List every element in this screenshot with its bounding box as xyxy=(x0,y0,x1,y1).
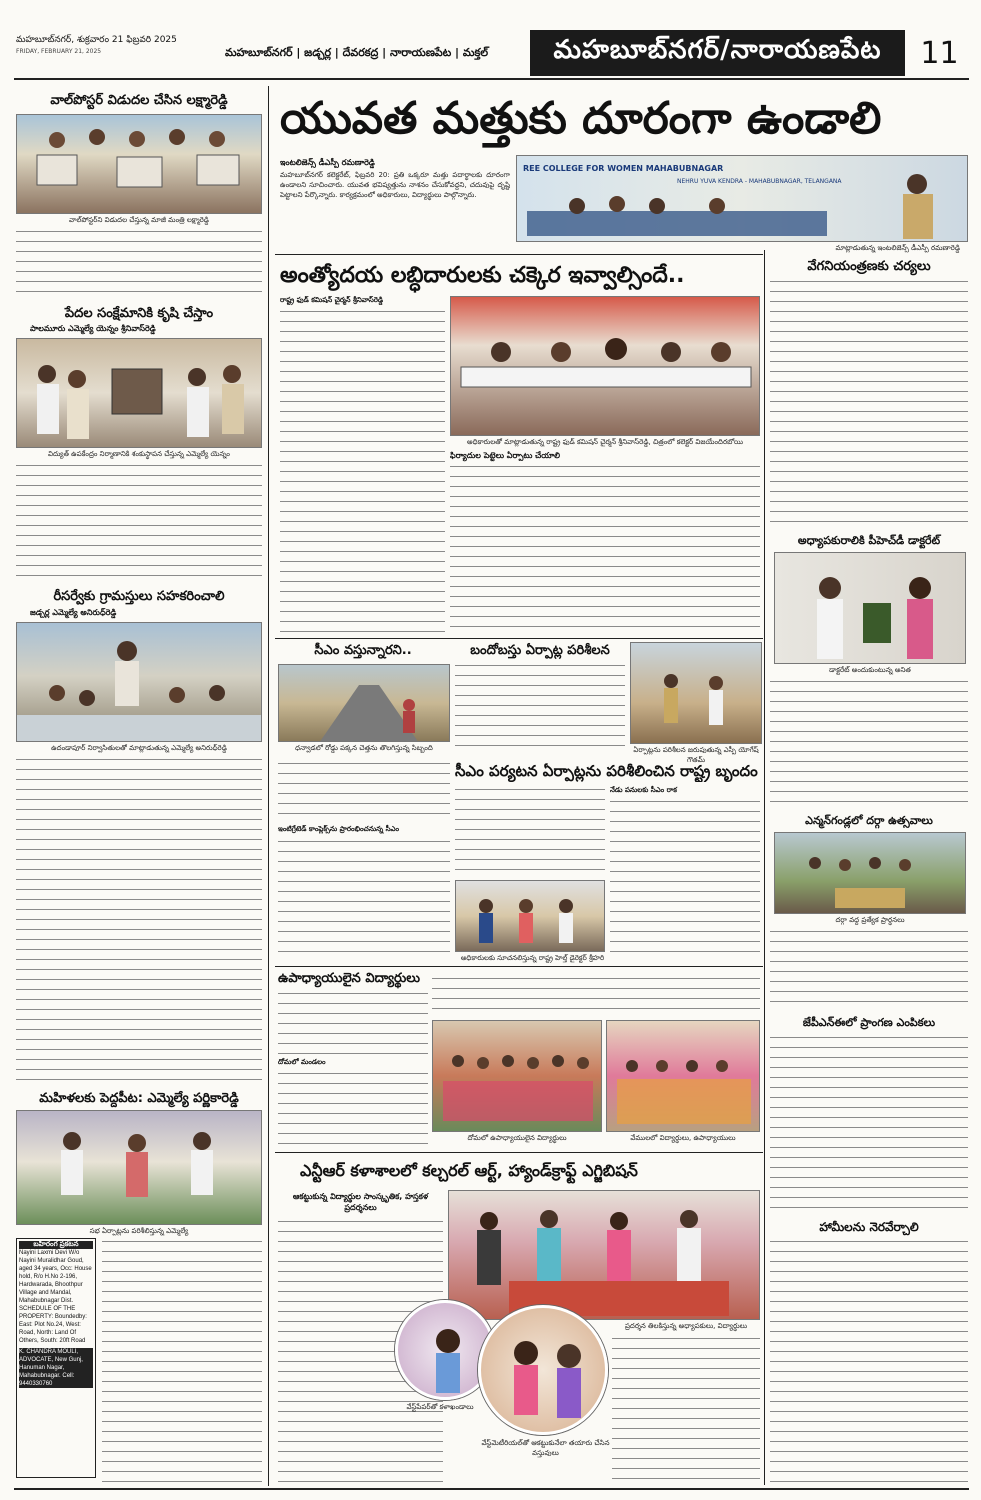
rule xyxy=(275,966,763,967)
photo-main-event xyxy=(516,155,968,242)
caption-vemula: వేములలో విద్యార్థులు, ఉపాధ్యాయులు xyxy=(630,1134,736,1142)
caption-waste-material: వేస్ట్‌మెటీరియల్‌తో ఆకట్టుకునేలా తయారు చేసిన వస్తువులు xyxy=(481,1439,610,1457)
caption-doctorate: డాక్టరేట్ అందుకుంటున్న అనిత xyxy=(829,666,911,674)
left-byline-3: జడ్చర్ల ఎమ్మెల్యే అనిరుధ్‌రెడ్డి xyxy=(30,608,117,617)
bando-text xyxy=(455,662,625,754)
main-byline: ఇంటలిజెన్స్ డీఎస్పీ రమణారెడ్డి xyxy=(280,158,375,167)
photo-doma-students xyxy=(432,1020,602,1132)
ad-title: బహిరంగ ప్రకటన xyxy=(19,1241,93,1249)
story2-text-2 xyxy=(450,463,760,633)
main-banner-text-2: NEHRU YUVA KENDRA - MAHABUBNAGAR, TELANGANA xyxy=(677,178,842,185)
cm2-text-a xyxy=(278,760,450,820)
caption-substation: విద్యుత్ ఉపకేంద్రం నిర్మాణానికి శంకుస్థాపన చేస్తున్న ఎమ్మెల్యే యెన్నం xyxy=(48,450,230,458)
photo-dargah xyxy=(774,832,966,914)
column-divider xyxy=(268,86,269,1486)
photo-udandapur xyxy=(16,622,262,742)
cm2-text-c xyxy=(455,786,605,876)
ntr-headline: ఎన్టీఆర్ కళాశాలలో కల్చరల్ ఆర్ట్, హ్యాండ్‌క్రాఫ్ట్ ఎగ్జిబిషన్ xyxy=(300,1161,638,1180)
photo-wallposter xyxy=(16,114,262,214)
caption-food: అధికారులతో మాట్లాడుతున్న రాష్ట్ర ఫుడ్ కమిషన్ చైర్మన్ శ్రీనివాస్‌రెడ్డి, చిత్రంలో కలెక్టర్ విజయేందిరబోయి xyxy=(467,438,743,446)
caption-dargah: దర్గా వద్ద ప్రత్యేక ప్రార్థనలు xyxy=(835,916,905,924)
page-number: 11 xyxy=(920,35,959,71)
photo-food-commission xyxy=(450,296,760,436)
rule xyxy=(275,254,763,255)
caption-main: మాట్లాడుతున్న ఇంటలిజెన్స్ డీఎస్పీ రమణారెడ్డి xyxy=(835,244,960,252)
caption-meeting: సభ ఏర్పాట్లను పరిశీలిస్తున్న ఎమ్మెల్యే xyxy=(89,1227,189,1235)
story2-byline: రాష్ట్ర ఫుడ్ కమిషన్ చైర్మన్ శ్రీనివాస్‌రెడ్డి xyxy=(280,296,384,304)
story2-subhead: ఫిర్యాదుల పెట్టెలు ఏర్పాటు చేయాలి xyxy=(450,451,560,460)
photo-meeting xyxy=(16,1110,262,1225)
photo-health-director xyxy=(455,880,605,952)
photo-exhibition xyxy=(448,1190,760,1320)
caption-road: ధన్వాడలో రోడ్డు పక్కన చెత్తను తొలగిస్తున్న సిబ్బంది xyxy=(295,744,433,752)
story-text-3 xyxy=(16,756,262,1086)
rule xyxy=(275,638,763,639)
dateline xyxy=(16,34,177,58)
caption-doma: దోమలో ఉపాధ్యాయులైన విద్యార్థులు xyxy=(467,1134,567,1142)
bando-headline: బందోబస్తు ఏర్పాట్ల పరిశీలన xyxy=(470,643,610,658)
left-headline-4: మహిళలకు పెద్దపీట: ఎమ్మెల్యే పర్ణికారెడ్డి xyxy=(39,1091,239,1106)
photo-doctorate xyxy=(774,552,966,664)
story2-text xyxy=(280,308,445,633)
right-text-3 xyxy=(770,928,968,1010)
photo-road-cleaning xyxy=(278,664,450,742)
story2-headline: అంత్యోదయ లబ్ధిదారులకు చక్కెర ఇవ్వాల్సిందే.. xyxy=(280,263,685,288)
ad-signature: K. CHANDRA MOULI, ADVOCATE, New Gunj, Hanuman Nagar, Mahabubnagar. Cell: 9440330760 xyxy=(19,1348,93,1388)
dateline-english: FRIDAY, FEBRUARY 21, 2025 xyxy=(16,48,102,55)
right-text-5 xyxy=(770,1238,968,1483)
ntr-byline: ఆకట్టుకున్న విద్యార్థుల సాంస్కృతిక, హస్తకళ ప్రదర్శనలు xyxy=(292,1192,429,1212)
ntr-text-2 xyxy=(612,1335,760,1483)
main-banner-text: REE COLLEGE FOR WOMEN MAHABUBNAGAR xyxy=(523,164,724,173)
right-headline-4: జేపీఎన్‌ఈలో ప్రాంగణ ఎంపికలు xyxy=(802,1016,936,1029)
footer-rule xyxy=(14,1488,969,1490)
photo-vemula-students xyxy=(606,1020,760,1132)
main-text: మహబూబ్‌నగర్ కలెక్టరేట్, ఫిబ్రవరి 20: ప్రతి ఒక్కరూ మత్తు పదార్థాలకు దూరంగా ఉండాలని సూచించారు. యువత భవిష్యత్తును నాశనం చేసుకోవద్దని, చదువుపై దృష్టి పెట్టాలని పేర్కొన్నారు. కార్యక్రమంలో అధికారులు, విద్యార్థులు పాల్గొన్నారు. xyxy=(280,171,510,199)
cm2-subhead-b: నేడు పనులకు సీఎం రాక xyxy=(610,786,677,794)
teachers-headline: ఉపాధ్యాయులైన విద్యార్థులు xyxy=(278,971,420,986)
left-headline-3: రీసర్వేకు గ్రామస్తులు సహకరించాలి xyxy=(53,589,225,604)
left-headline-1: వాల్‌పోస్టర్ విడుదల చేసిన లక్ష్మారెడ్డి xyxy=(50,93,228,108)
main-headline: యువత మత్తుకు దూరంగా ఉండాలి xyxy=(280,93,882,144)
header-rule xyxy=(14,78,969,80)
story-text-2 xyxy=(16,462,262,582)
caption-wallposter: వాల్‌పోస్టర్‌ని విడుదల చేస్తున్న మాజీ మంత్రి లక్ష్మారెడ్డి xyxy=(69,216,209,224)
photo-substation xyxy=(16,338,262,448)
public-notice-ad xyxy=(16,1238,96,1478)
teachers-text-3 xyxy=(432,975,760,1017)
caption-health: అధికారులకు సూచనలిస్తున్న రాష్ట్ర హెల్త్ డైరెక్టర్ శ్రీహరి xyxy=(460,954,605,962)
right-text-1 xyxy=(770,278,968,528)
left-headline-2: పేదల సంక్షేమానికి కృషి చేస్తాం xyxy=(64,306,214,321)
photo-circle-right xyxy=(478,1305,608,1435)
column-divider xyxy=(764,250,765,1485)
cm2-subhead-a: ఇంటిగ్రేటెడ్ కాంప్లెక్స్‌ను ప్రారంభించనున్న సీఎం xyxy=(278,825,400,833)
right-headline-2: అధ్యాపకురాలికి పీహెచ్‌డీ డాక్టరేట్ xyxy=(797,534,941,547)
right-headline-1: వేగనియంత్రణకు చర్యలు xyxy=(807,259,931,274)
section-banner: మహబూబ్‌నగర్/నారాయణపేట xyxy=(530,30,905,76)
dateline-telugu: మహబూబ్‌నగర్, శుక్రవారం 21 ఫిబ్రవరి 2025 xyxy=(16,35,177,45)
teachers-text xyxy=(278,990,428,1055)
caption-waste-paper: వేస్ట్‌పేపర్‌తో కళాఖండాలు xyxy=(406,1403,474,1411)
right-headline-5: హామీలను నెరవేర్చాలి xyxy=(819,1220,919,1234)
right-headline-3: ఎన్మన్‌గండ్లలో దర్గా ఉత్సవాలు xyxy=(805,814,933,827)
right-text-2 xyxy=(770,678,968,808)
photo-bandobast xyxy=(630,642,762,744)
district-strip: మహబూబ్‌నగర్ | జడ్చర్ల | దేవరకద్ర | నారాయణపేట | మక్తల్ xyxy=(225,46,489,59)
cm2-headline: సీఎం పర్యటన ఏర్పాట్లను పరిశీలించిన రాష్ట్ర బృందం xyxy=(455,762,758,780)
left-byline-2: పాలమూరు ఎమ్మెల్యే యెన్నం శ్రీనివాస్‌రెడ్డి xyxy=(30,324,156,333)
teachers-subhead: దోమలో మండలం xyxy=(278,1058,326,1066)
caption-udandapur: ఉదండాపూర్ నిర్వాసితులతో మాట్లాడుతున్న ఎమ్మెల్యే అనిరుధ్‌రెడ్డి xyxy=(51,744,227,752)
story-text-4 xyxy=(102,1238,262,1483)
teachers-text-2 xyxy=(278,1070,428,1148)
caption-exhibition: ప్రదర్శన తిలకిస్తున్న అధ్యాపకులు, విద్యార్థులు xyxy=(624,1322,748,1330)
story-text-1 xyxy=(16,228,262,298)
cm2-text-b xyxy=(278,838,450,960)
caption-bandobast: ఏర్పాట్లను పరిశీలన జరుపుతున్న ఎస్పీ యోగేష్ గౌతమ్ xyxy=(633,746,759,764)
cm-headline: సీఎం వస్తున్నారని.. xyxy=(314,643,412,658)
right-text-4 xyxy=(770,1034,968,1214)
rule xyxy=(275,1152,763,1153)
ad-body: Nayini Laxmi Devi W/o Nayini Muralidhar Goud, aged 34 years, Occ: House hold, R/o H.No 2-196, Hardwarada, Bhoothpur Village and Mandal, Mahabubnagar Dist. SCHEDULE OF THE PROPERTY: Boundedby: East: Plot No.24, West: Road, North: Land Of Others, South: 20ft Road xyxy=(19,1250,92,1344)
cm2-text-d xyxy=(610,798,760,960)
